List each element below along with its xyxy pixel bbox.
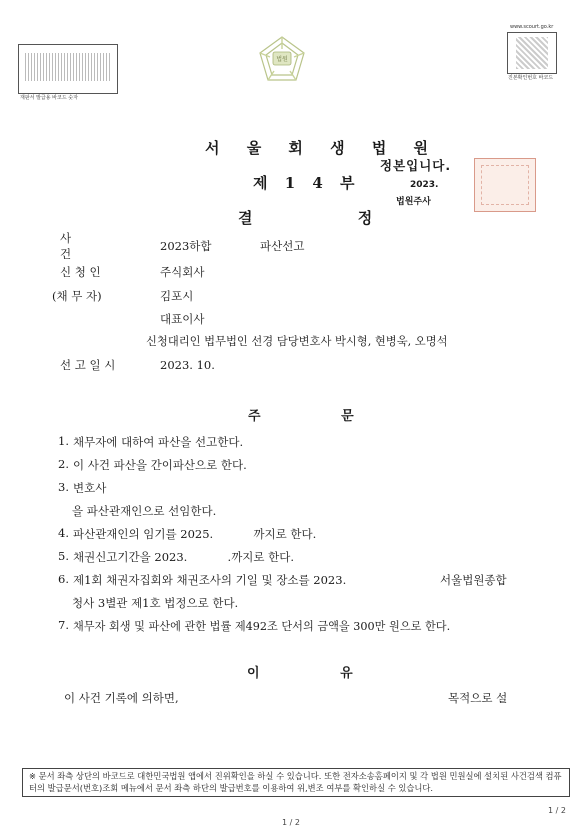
debtor-row (52, 288, 193, 304)
attorney-row (60, 333, 448, 349)
ruling-date: 2023. 10. (160, 358, 215, 372)
page-number: 1 / 2 (282, 818, 300, 827)
applicant-label: 신 청 인 (60, 265, 101, 279)
official-seal-stamp (474, 158, 536, 212)
applicant-name: 주식회사 (160, 265, 205, 279)
verify-qr-box (507, 32, 557, 74)
order-item-6 (58, 572, 346, 588)
order-item-text: 이 사건 파산을 간이파산으로 한다. (72, 458, 247, 472)
court-name: 서 울 회 생 법 원 (205, 139, 440, 157)
certified-copy-text: 정본입니다. (380, 158, 452, 173)
order-item-text: 제1회 채권자집회와 채권조사의 기일 및 장소를 2023. (72, 573, 347, 587)
order-item-number: 3. (58, 480, 69, 494)
applicant-row (60, 264, 204, 280)
representative-title: 대표이사 (160, 312, 205, 326)
order-item-number: 7. (58, 618, 69, 632)
case-name: 파산선고 (260, 239, 305, 253)
debtor-address: 김포시 (160, 289, 194, 303)
case-number: 2023하합 (160, 239, 212, 253)
reason-line-start: 이 사건 기록에 의하면, (64, 691, 179, 705)
case-label: 사 건 (60, 231, 102, 261)
ruling-date-label: 선 고 일 시 (60, 358, 116, 372)
order-item-number: 4. (58, 526, 69, 540)
order-item-text: 변호사 (72, 481, 107, 495)
order-heading: 주 문 (248, 409, 392, 424)
order-item-number: 5. (58, 549, 69, 563)
order-item-6-location: 서울법원종합 (440, 573, 507, 587)
order-item-number: 6. (58, 572, 69, 586)
reason-heading: 이 유 (247, 666, 391, 681)
verification-notice: ※ 문서 좌측 상단의 바코드로 대한민국법원 앱에서 진위확인을 하실 수 있습니다. 또한 전자소송홈페이지 및 각 법원 민원실에 설치된 사건검색 컴퓨터의 발급문서(번호)조회 메뉴에서 문서 좌측 하단의 발급번호를 이용하여 위,변조 여부를 확인하실 수 있습니다. (22, 768, 570, 797)
representative-row (60, 311, 204, 327)
order-item-3-continued: 을 파산관재인으로 선임한다. (72, 504, 217, 518)
order-item-7 (58, 618, 450, 634)
document-type: 결 정 (238, 209, 423, 227)
court-emblem-label: 법원 (276, 56, 288, 63)
certified-copy-official: 법원주사 (396, 197, 431, 207)
order-item-text: 파산관재인의 임기를 2025. 까지로 한다. (72, 527, 317, 541)
issue-barcode (25, 53, 111, 81)
ruling-date-row (60, 357, 215, 373)
page-number-right: 1 / 2 (548, 806, 566, 815)
certified-copy-year: 2023. (410, 180, 439, 190)
attorney-info: 신청대리인 법무법인 선경 담당변호사 박시형, 현병욱, 오명석 (146, 335, 448, 348)
order-item-number: 2. (58, 457, 69, 471)
order-item-1 (58, 434, 243, 450)
court-department: 제 1 4 부 (253, 174, 361, 192)
order-item-text: 채무자 회생 및 파산에 관한 법률 제492조 단서의 금액을 300만 원으로 한다. (72, 620, 451, 633)
case-row (60, 231, 305, 261)
order-item-3 (58, 480, 106, 496)
order-item-number: 1. (58, 434, 69, 448)
order-item-text: 채무자에 대하여 파산을 선고한다. (72, 435, 244, 449)
debtor-label: (채 무 자) (52, 289, 102, 303)
order-item-5 (58, 549, 294, 565)
reason-line-end: 목적으로 설 (448, 691, 508, 705)
issue-barcode-caption: 재판서 발급용 바코드 숫자 (20, 95, 78, 101)
court-emblem-icon (256, 34, 308, 86)
order-item-6-continued: 청사 3별관 제1호 법정으로 한다. (72, 596, 239, 610)
verify-qr-code (516, 37, 548, 69)
verify-qr-caption: 진본확인번호 바코드 (508, 75, 554, 81)
order-item-4 (58, 526, 316, 542)
order-item-2 (58, 457, 247, 473)
court-url: www.scourt.go.kr (510, 24, 554, 30)
order-item-text: 채권신고기간을 2023. .까지로 한다. (72, 550, 295, 564)
issue-barcode-box (18, 44, 118, 94)
